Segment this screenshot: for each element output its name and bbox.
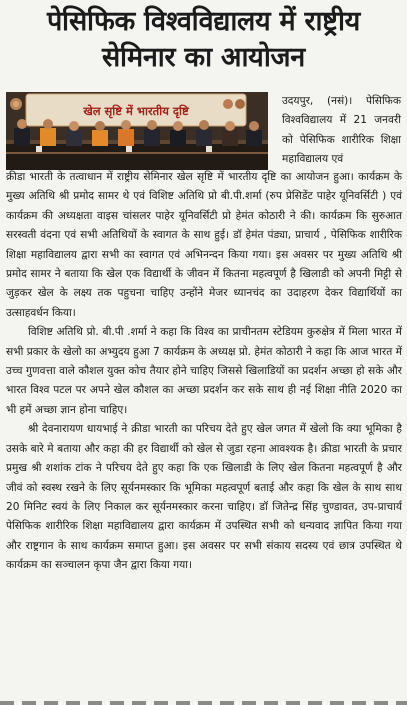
dateline-column: उदयपुर, (नसं)। पेसिफिक विश्वविद्यालय में 21 जनवरी को पेसिफिक शारीरिक शिक्षा महाविद्यालय एवं — [282, 95, 401, 166]
headline — [0, 4, 407, 76]
paragraph-1: क्रीडा भारती के तत्वाधान में राष्ट्रीय सेमिनार खेल सृष्टि में भारतीय दृष्टि का आयोजन हुआ। कार्यक्रम के मुख्य अतिथि श्री प्रमोद सामर थे एवं विशिष्ट अतिथि प्रो बी.पी.शर्मा (रुप प्रेसिडेंट पाहेर यूनिवर्सिटी ) एवं कार्यक्रम की अध्यक्षता वाइस चांसलर पाहेर यूनिवर्सिटी प्रो हेमंत कोठारी ने की। कार्यक्रम कि सुरुआत सरस्वती वंदना एवं सभी अतिथियों के स्वागत के साथ हुई। डॉ हेमंत पंड्या, प्राचार्य , पेसिफिक शारीरिक शिक्षा महाविद्यालय द्वारा सभी का स्वागत एवं अभिनन्दन किया गया। इस अवसर पर मुख्य अतिथि श्री प्रमोद सामर ने बताया कि खेल एक विद्यार्थी के जीवन में कितना महत्वपूर्ण है खिलाडी को अपनी मिट्टी से जुड़कर खेल के लक्ष्य तक पहुचना चाहिए उन्होंने मेजर ध्यानचंद का उदाहरण देकर विद्यार्थियों का उत्साहवर्धन किया। — [6, 171, 402, 319]
event-photo — [6, 92, 268, 170]
headline-line-2: सेमिनार का आयोजन — [102, 42, 305, 73]
paragraph-3: श्री देवनारायण धायभाई ने क्रीडा भारती का परिचय देते हुए खेल जगत में खेलो कि क्या भूमिका है उसके बारे मे बताया और कहा की हर विद्यार्थी को खेल से जुडा रहना आवश्यक है। क्रीडा भारती के प्रचार प्रमुख श्री शशांक टांक ने परिचय देते हुए कहा कि एक खिलाडी के लिए खेल कितना महत्वपूर्ण है और जीवं को स्वस्थ रखने के लिए सूर्यनमस्कार कि भूमिका महत्वपूर्ण बताई और कहा कि खेल के साथ साथ 20 मिनिट स्वयं के लिए निकाल कर सूर्यनमस्कार करना चाहिए। डॉ जितेन्द्र सिंह चुण्डावत, उप-प्राचार्य पेसिफिक शारीरिक शिक्षा महाविद्यालय द्वारा कार्यक्रम में उपस्थित सभी को धन्यवाद ज्ञापित किया गया और राष्ट्रगान के साथ कार्यक्रम समाप्त हुआ। इस अवसर पर सभी संकाय सदस्य एवं छात्र उपस्थित थे कार्यक्रम का सञ्चालन कृपा जैन द्वारा किया गया। — [6, 423, 402, 572]
paragraph-2: विशिष्ट अतिथि प्रो. बी.पी .शर्मा ने कहा कि विश्व का प्राचीनतम स्टेडियम कुरुक्षेत्र में मिला भारत में सभी प्रकार के खेलो का अभ्युदय हुआ 7 कार्यक्रम के अध्यक्ष प्रो. हेमंत कोठारी ने कहा कि आज भारत में उच्च गुणवत्ता वाले कौशल युक्त कोच तैयार होने चाहिए जिससे खिलाडियों का प्रदर्शन अच्छा हो सके और भारत विश्व पटल पर अपने खेल कौशल का अच्छा प्रदर्शन कर सके साथ ही नई शिक्षा नीति 2020 का भी हमें अच्छा ज्ञान होना चाहिए। — [6, 326, 402, 416]
headline-line-1: पेसिफिक विश्वविद्यालय में राष्ट्रीय — [47, 6, 360, 37]
stage-photo-illustration — [6, 92, 268, 170]
clipped-next-headline — [0, 693, 407, 705]
banner-text: खेल सृष्टि में भारतीय दृष्टि — [83, 104, 189, 118]
article-body — [6, 168, 402, 576]
